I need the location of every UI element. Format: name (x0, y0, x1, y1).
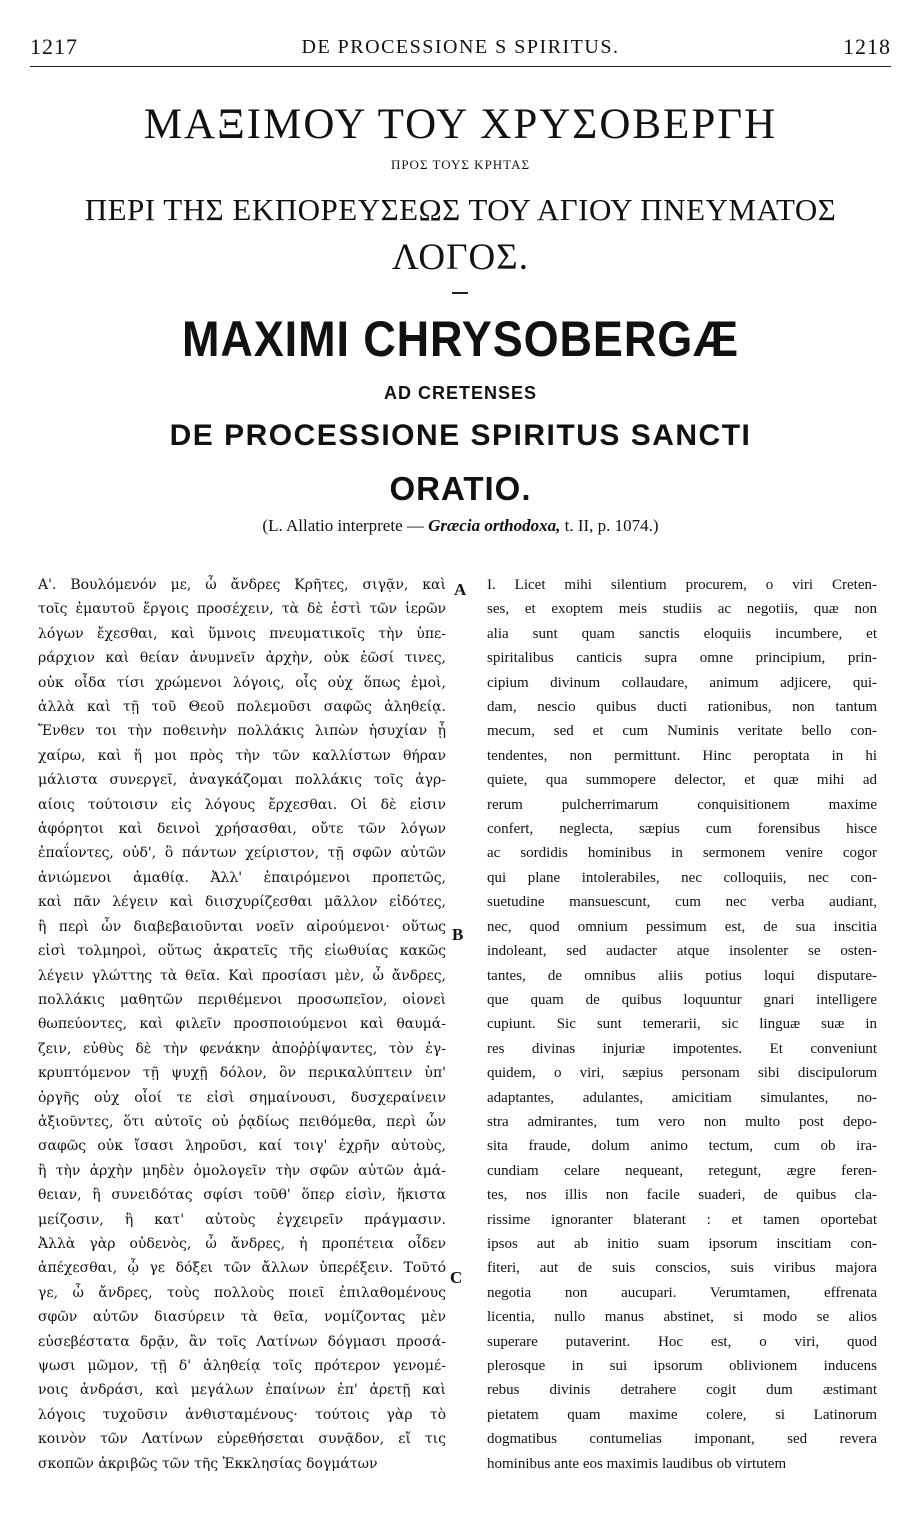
right-page-number: 1218 (843, 34, 891, 59)
greek-text-line: εἰσὶ τολμηροὶ, οὕτως ἀκρατεῖς τῆς εἰωθυίας κακῶς (38, 943, 446, 960)
latin-text-line: fiteri, aut de suis conscios, suis viribus majora (487, 1260, 877, 1277)
latin-author-title: MAXIMI CHRYSOBERGÆ (181, 311, 740, 367)
latin-text-line: tendentes, non permittunt. Hinc peroptata in hi (487, 747, 877, 764)
latin-text-line: quiete, qua summopere delector, et quæ mihi ad (487, 772, 877, 789)
latin-text-line: stra admirantes, tum vero non multo post depo- (487, 1113, 877, 1130)
greek-addressee: ΠΡΟΣ ΤΟΥΣ ΚΡΗΤΑΣ (390, 157, 531, 172)
latin-text-line: adaptantes, adulantes, amicitiam simulantes, no- (487, 1089, 877, 1106)
greek-text-line: νοις ἀνδράσι, καὶ μεγάλων ἐπαίνων ἐπ' ἀρετῇ καὶ (38, 1382, 446, 1399)
source-note-suffix: t. II, p. 1074.) (560, 516, 659, 535)
greek-text-line: ἀπέχεσθαι, ᾧ γε δόξει τῶν ἄλλων ὑπερέξειν. Τοῦτό (38, 1260, 446, 1277)
latin-text-line: quidem, o viri, sæpius personam sibi discipulorum (487, 1065, 877, 1082)
greek-text-line: κοινὸν τῶν Λατίνων εὑρεθήσεται συνᾷδον, εἴ τις (38, 1431, 446, 1448)
latin-subject: DE PROCESSIONE SPIRITUS SANCTI (169, 419, 752, 452)
greek-text-line: Α'. Βουλόμενόν με, ὦ ἄνδρες Κρῆτες, σιγᾷν, καὶ (38, 577, 446, 593)
latin-text-line: pietatem quam maxime colere, si Latinorum (487, 1406, 877, 1423)
greek-text-line: μάλιστα συνεργεῖ, ἀναγκάζομαι πολλάκις τοῖς ἀγρ- (38, 772, 446, 789)
latin-text-line: hominibus ante eos maximis laudibus ob virtutem (487, 1455, 787, 1472)
latin-text-line: que quam de quibus loquuntur gnari intelligere (487, 991, 877, 1008)
latin-text-line: sita fraude, dolum animo tectum, cum ob ira- (487, 1138, 877, 1155)
latin-text-line: licentia, nullo manus abstinet, si modo se alios (487, 1309, 877, 1326)
latin-text-line: ac sordidis hominibus in sermonem venire cogor (487, 845, 877, 862)
latin-text-line: confert, neglecta, sæpius cum forensibus hisce (487, 821, 877, 838)
latin-text-line: mecum, sed et cum Numinis veritate bello con- (487, 723, 877, 740)
running-header (30, 30, 891, 60)
latin-text-line: cipium divinum collaudare, animum adjicere, qui- (487, 674, 877, 691)
latin-text-line: negotia non aucupari. Verumtamen, effrenata (487, 1284, 877, 1301)
running-title: DE PROCESSIONE S SPIRITUS. (301, 36, 620, 58)
latin-text-line: I. Licet mihi silentium procurem, o viri Creten- (487, 577, 877, 593)
greek-text-line: ἢ τὴν ἀρχὴν μηδὲν ὁμολογεῖν τὴν σφῶν αὐτῶν ἀμά- (38, 1162, 446, 1179)
greek-text-line: ράρχιον καὶ θείαν ἀνυμνεῖν ἀρχὴν, οὐκ ἐῶσί τινες, (38, 650, 446, 667)
latin-addressee: AD CRETENSES (383, 383, 538, 403)
greek-text-line: κρυπτόμενον τῇ ψυχῇ δόλον, ὃν περικαλύπτειν ὑπ' (38, 1065, 446, 1082)
greek-text-line: ἀξιοῦντες, ὅτι αὐτοῖς οὐ ῥᾳδίως πειθόμεθα, περὶ ὧν (38, 1113, 446, 1130)
latin-text-line: res divinas injuriæ impotentes. Et conveniunt (487, 1040, 877, 1057)
greek-text-column (38, 573, 446, 1476)
latin-text-line: superare putaverint. Hoc est, o viri, quod (487, 1333, 877, 1350)
latin-text-line: qui plane intolerabiles, nec colloquiis, nec con- (487, 869, 877, 886)
title-separator (452, 292, 468, 294)
greek-text-line: εὐσεβέστατα δρᾷν, ἂν τοῖς Λατίνων δόγμασι προσά- (38, 1333, 446, 1350)
left-page-number: 1217 (30, 34, 78, 59)
greek-text-line: Ἀλλὰ γὰρ οὐδενὸς, ὦ ἄνδρες, ἡ προπέτεια οἶδεν (38, 1235, 446, 1252)
margin-marker-a: A (454, 580, 467, 599)
greek-text-line: χαίρω, καὶ ἥ μοι πρὸς τὴν τῶν καλλίστων θήραν (38, 747, 446, 764)
greek-text-line: σφῶν αὐτῶν διασύρειν τὰ θεῖα, νομίζοντας μὲν (38, 1309, 446, 1326)
source-note-prefix: (L. Allatio interprete — (262, 516, 429, 535)
greek-subject: ΠΕΡΙ ΤΗΣ ΕΚΠΟΡΕΥΣΕΩΣ ΤΟΥ ΑΓΙΟΥ ΠΝΕΥΜΑΤΟΣ (84, 192, 837, 227)
latin-text-line: rebus divinis detrahere cogit dum æstimant (487, 1382, 877, 1399)
greek-author-title: ΜΑΞΙΜΟΥ ΤΟΥ ΧΡΥΣΟΒΕΡΓΗ (143, 101, 778, 148)
latin-text-line: nec, quod omnium pessimum est, de sua inscitia (487, 918, 877, 935)
header-rule (30, 66, 891, 67)
greek-text-line: σαφῶς οὐκ ἴσασι ληροῦσι, καί τοιγ' ἐχρῆν αὐτοὺς, (38, 1138, 446, 1155)
greek-text-line: Ἔνθεν τοι τὴν ποθεινὴν πολλάκις λιπὼν ἡσυχίαν ᾗ (38, 723, 446, 740)
greek-text-line: θωπεύοντες, καὶ φιλεῖν προσποιούμενοι καὶ θαυμά- (38, 1016, 446, 1033)
latin-genre: ORATIO. (389, 470, 532, 507)
greek-text-line: μείζοσιν, ἢ κατ' αὐτοὺς ἐγχειρεῖν πράγμασιν. (38, 1211, 446, 1228)
latin-text-line: plerosque in sui ipsorum oblivionem inducens (487, 1358, 877, 1374)
latin-text-line: alia sunt quam sanctis eloquiis incumbere, et (487, 625, 877, 642)
greek-text-line: ἀφόρητοι καὶ δεινοὶ χρήσασθαι, οὔτε τῶν λόγων (38, 821, 446, 838)
greek-text-line: τοῖς ἐμαυτοῦ ἔργοις προσέχειν, τὰ δὲ ἐστὶ τῶν ἱερῶν (38, 601, 446, 618)
greek-text-line: ζειν, εὐθὺς δὲ τὴν φενάκην ἀποῤῥίψαντες, τὸν ἐγ- (38, 1040, 446, 1057)
latin-text-line: ipsos aut ab initio suam ipsorum inscitiam con- (487, 1235, 877, 1252)
latin-text-line: cundiam celare nequeant, retegunt, ægre feren- (487, 1162, 877, 1179)
latin-text-column (487, 573, 877, 1476)
greek-text-line: λόγων ἔχεσθαι, καὶ ὕμνοις πνευματικοῖς τὴν ὑπε- (38, 625, 446, 642)
margin-marker-b: B (452, 925, 464, 944)
greek-text-line: αίοις τούτοισιν εἰς λόγους ἔρχεσθαι. Οἱ δὲ εἰσιν (38, 796, 446, 813)
greek-text-line: γε, ὦ ἄνδρες, τοὺς πολλοὺς ποιεῖ ἐπιλαθομένους (38, 1284, 446, 1301)
greek-text-line: λέγειν γλώττης τὰ θεῖα. Καὶ προσίασι μὲν, ὦ ἄνδρες, (38, 967, 446, 984)
greek-text-line: ἀλλὰ καὶ τῇ τοῦ Θεοῦ πολεμοῦσι σαφῶς ἀληθείᾳ. (38, 699, 446, 716)
greek-text-line: πολλάκις μαθητῶν περιθέμενοι προσωπεῖον, οἱονεὶ (38, 991, 446, 1008)
source-note (0, 516, 921, 536)
greek-text-line: ψωσι μῶμον, τῇ δ' ἀληθείᾳ τοῖς πρότερον γενομέ- (38, 1358, 446, 1374)
greek-text-line: οὐκ οἶδα τίσι χρώμενοι λόγοις, οἷς οὐχ ὅπως ἐμοὶ, (38, 674, 446, 691)
source-note-work: Græcia orthodoxa, (428, 516, 561, 535)
greek-text-line: σκοπῶν ἀκριβῶς τῶν τῆς Ἐκκλησίας δογμάτων (38, 1455, 378, 1472)
latin-text-line: cupiunt. Sic sunt temerarii, sic linguæ suæ in (487, 1016, 877, 1033)
latin-text-line: spiritalibus canticis supra omne principium, prin- (487, 650, 877, 667)
latin-text-line: tes, nos illis non facile suaderi, de quibus cla- (487, 1187, 877, 1204)
greek-text-line: καὶ πᾶν λέγειν καὶ διισχυρίζεσθαι μᾶλλον εἰδότες, (38, 894, 446, 911)
greek-genre: ΛΟΓΟΣ. (392, 237, 529, 278)
greek-text-line: ὀργῆς οὐχ οἷοί τε εἰσὶ σημαίνουσι, δυσχεραίνειν (38, 1089, 446, 1106)
latin-text-line: rissime ignoranter blaterant : et tamen oportebat (487, 1211, 877, 1228)
latin-text-line: suetudine mansuescunt, cum nec verba audiant, (487, 894, 877, 911)
latin-text-line: dogmatibus contumelias imponant, sed revera (487, 1431, 877, 1448)
margin-marker-c: C (450, 1268, 463, 1287)
greek-text-line: λόγοις τυχοῦσιν ἀνθισταμένους· τούτοις γὰρ τὸ (38, 1406, 446, 1423)
greek-text-line: ἐπαΐοντες, οὐδ', ὃ πάντων χείριστον, τῇ σφῶν αὐτῶν (38, 845, 446, 862)
greek-text-line: ἀνιώμενοι ἀμαθίᾳ. Ἀλλ' ἐπαιρόμενοι προπετῶς, (38, 869, 446, 886)
latin-text-line: indoleant, sed audacter atque insolenter se osten- (487, 943, 877, 960)
latin-text-line: dam, nescio quibus ducti rationibus, non tantum (487, 699, 877, 716)
latin-text-line: rerum pulcherrimarum conquisitionem maxime (487, 796, 877, 813)
latin-text-line: ses, et exoptem meis studiis ac negotiis, quæ non (487, 601, 877, 618)
greek-text-line: θειαν, ἢ συνειδότας σφίσι τοῦθ' ὅπερ εἰσὶν, ἥκιστα (38, 1187, 446, 1204)
greek-text-line: ἢ περὶ ὧν διαβεβαιοῦνται νοεῖν αἰρούμενοι· οὕτως (38, 918, 446, 935)
latin-text-line: tantes, de omnibus aliis potius loqui disputare- (487, 967, 877, 984)
